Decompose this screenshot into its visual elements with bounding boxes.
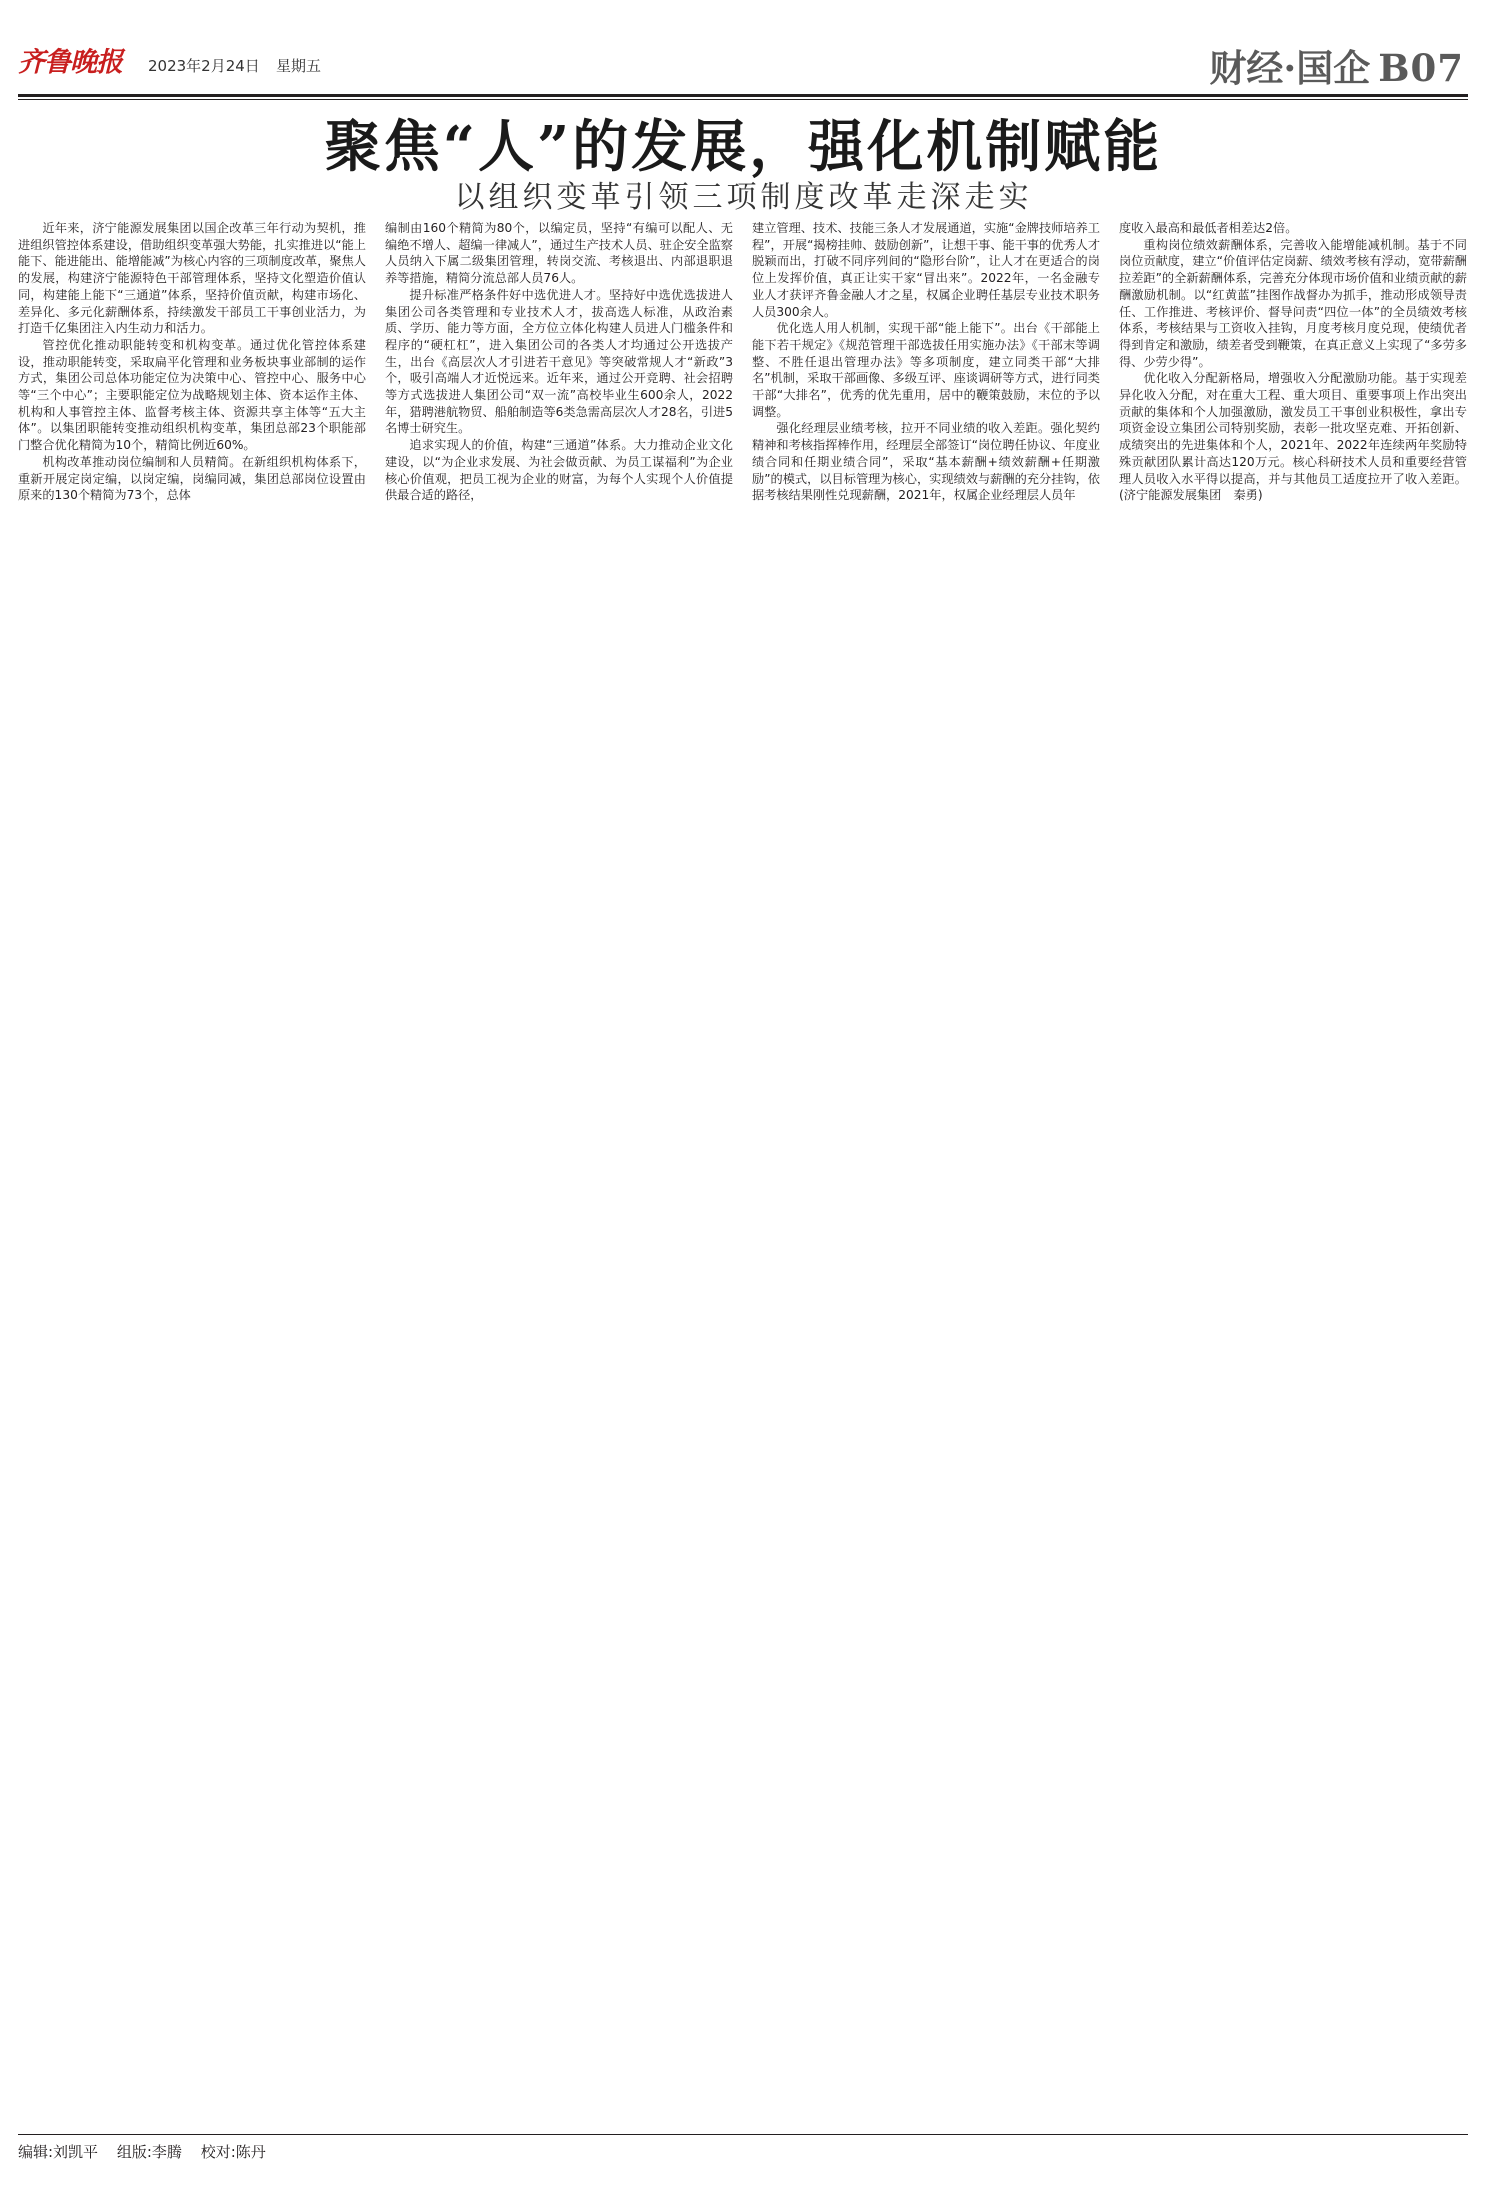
section-name: 财经·国企: [1209, 46, 1371, 90]
paragraph: 优化选人用人机制，实现干部“能上能下”。出台《干部能上能下若干规定》《规范管理干部选拔任用实施办法》《干部末等调整、不胜任退出管理办法》等多项制度，建立同类干部“大排名”机制，采取干部画像、多级互评、座谈调研等方式，进行同类干部“大排名”，优秀的优先重用，居中的鞭策鼓励，末位的予以调整。: [752, 321, 1100, 419]
article-body: [18, 220, 1468, 600]
paragraph: 追求实现人的价值，构建“三通道”体系。大力推动企业文化建设，以“为企业求发展、为社会做贡献、为员工谋福利”为企业核心价值观，把员工视为企业的财富，为每个人实现个人价值提供最合适的路径，: [385, 438, 733, 503]
footer-rule: [18, 2134, 1468, 2135]
article-column-2: [385, 220, 733, 590]
article-column-1: [18, 220, 366, 590]
credits-footer: [18, 2141, 280, 2162]
paragraph: 提升标准严格条件好中选优进人才。坚持好中选优选拔进人集团公司各类管理和专业技术人才，拔高选人标准，从政治素质、学历、能力等方面，全方位立体化构建人员进人门槛条件和程序的“硬杠杠”，进入集团公司的各类人才均通过公开选拔产生，出台《高层次人才引进若干意见》等突破常规人才“新政”3个，吸引高端人才近悦远来。近年来，通过公开竞聘、社会招聘等方式选拔进人集团公司“双一流”高校毕业生600余人，2022年，猎聘港航物贸、船舶制造等6类急需高层次人才28名，引进5名博士研究生。: [385, 287, 733, 436]
article-column-3: [752, 220, 1100, 590]
paragraph: 管控优化推动职能转变和机构变革。通过优化管控体系建设，推动职能转变，采取扁平化管理和业务板块事业部制的运作方式，集团公司总体功能定位为决策中心、管控中心、服务中心等“三个中心”；主要职能定位为战略规划主体、资本运作主体、机构和人事管控主体、监督考核主体、资源共享主体等“五大主体”。以集团职能转变推动组织机构变革，集团总部23个职能部门整合优化精简为10个，精简比例近60%。: [18, 337, 366, 453]
paragraph: 强化经理层业绩考核，拉开不同业绩的收入差距。强化契约精神和考核指挥棒作用，经理层全部签订“岗位聘任协议、年度业绩合同和任期业绩合同”，采取“基本薪酬+绩效薪酬+任期激励”的模式，以目标管理为核心，实现绩效与薪酬的充分挂钩，依据考核结果刚性兑现薪酬，2021年，权属企业经理层人员年: [752, 421, 1100, 503]
article-subheadline: 以组织变革引领三项制度改革走深走实: [454, 180, 1033, 215]
header-rule-thin: [18, 99, 1468, 100]
paragraph: 重构岗位绩效薪酬体系，完善收入能增能减机制。基于不同岗位贡献度，建立“价值评估定岗薪、绩效考核有浮动，宽带薪酬拉差距”的全新薪酬体系，完善充分体现市场价值和业绩贡献的薪酬激励机制。以“红黄蓝”挂图作战督办为抓手，推动形成领导责任、工作推进、考核评价、督导问责“四位一体”的全员绩效考核体系，考核结果与工资收入挂钩，月度考核月度兑现，使绩优者得到肯定和激励，绩差者受到鞭策，在真正意义上实现了“多劳多得、少劳少得”。: [1119, 237, 1467, 369]
article-headline: 聚焦“人”的发展，强化机制赋能: [324, 114, 1163, 180]
paragraph: 度收入最高和最低者相差达2倍。: [1119, 221, 1298, 235]
paragraph: 机构改革推动岗位编制和人员精简。在新组织机构体系下，重新开展定岗定编，以岗定编，岗编同减，集团总部岗位设置由原来的130个精简为73个，总体: [18, 454, 366, 503]
newspaper-logo: 齐鲁晚报: [18, 47, 122, 78]
paragraph: 编制由160个精简为80个，以编定员，坚持“有编可以配人、无编绝不增人、超编一律减人”，通过生产技术人员、驻企安全监察人员纳入下属二级集团管理，转岗交流、考核退出、内部退职退养等措施，精简分流总部人员76人。: [385, 221, 733, 286]
proofread-credit: 校对:陈丹: [200, 2143, 266, 2161]
article-column-4: [1119, 220, 1467, 590]
section-label: [1209, 38, 1464, 92]
page-number: B07: [1378, 46, 1464, 90]
paragraph: 近年来，济宁能源发展集团以国企改革三年行动为契机，推进组织管控体系建设，借助组织变革强大势能，扎实推进以“能上能下、能进能出、能增能减”为核心内容的三项制度改革，聚焦人的发展，构建济宁能源特色干部管理体系，坚持文化塑造价值认同，构建能上能下“三通道”体系，坚持价值贡献，构建市场化、差异化、多元化薪酬体系，持续激发干部员工干事创业活力，为打造千亿集团注入内生动力和活力。: [18, 221, 366, 336]
editor-credit: 编辑:刘凯平: [18, 2143, 99, 2161]
header-rule: [18, 94, 1468, 97]
paragraph: 建立管理、技术、技能三条人才发展通道，实施“金牌技师培养工程”，开展“揭榜挂帅、鼓励创新”，让想干事、能干事的优秀人才脱颖而出，打破不同序列间的“隐形台阶”，让人才在更适合的岗位上发挥价值，真正让实干家“冒出来”。2022年，一名金融专业人才获评齐鲁金融人才之星，权属企业聘任基层专业技术职务人员300余人。: [752, 221, 1100, 319]
issue-date: 2023年2月24日: [148, 57, 260, 75]
paragraph: 优化收入分配新格局，增强收入分配激励功能。基于实现差异化收入分配，对在重大工程、重大项目、重要事项上作出突出贡献的集体和个人加强激励，激发员工干事创业积极性，拿出专项资金设立集团公司特别奖励，表彰一批攻坚克难、开拓创新、成绩突出的先进集体和个人，2021年、2022年连续两年奖励特殊贡献团队累计高达120万元。核心科研技术人员和重要经营管理人员收入水平得以提高，并与其他员工适度拉开了收入差距。(济宁能源发展集团 秦勇): [1119, 371, 1467, 503]
masthead: [18, 38, 1468, 94]
issue-weekday: 星期五: [276, 57, 322, 75]
layout-credit: 组版:李腾: [116, 2143, 182, 2161]
